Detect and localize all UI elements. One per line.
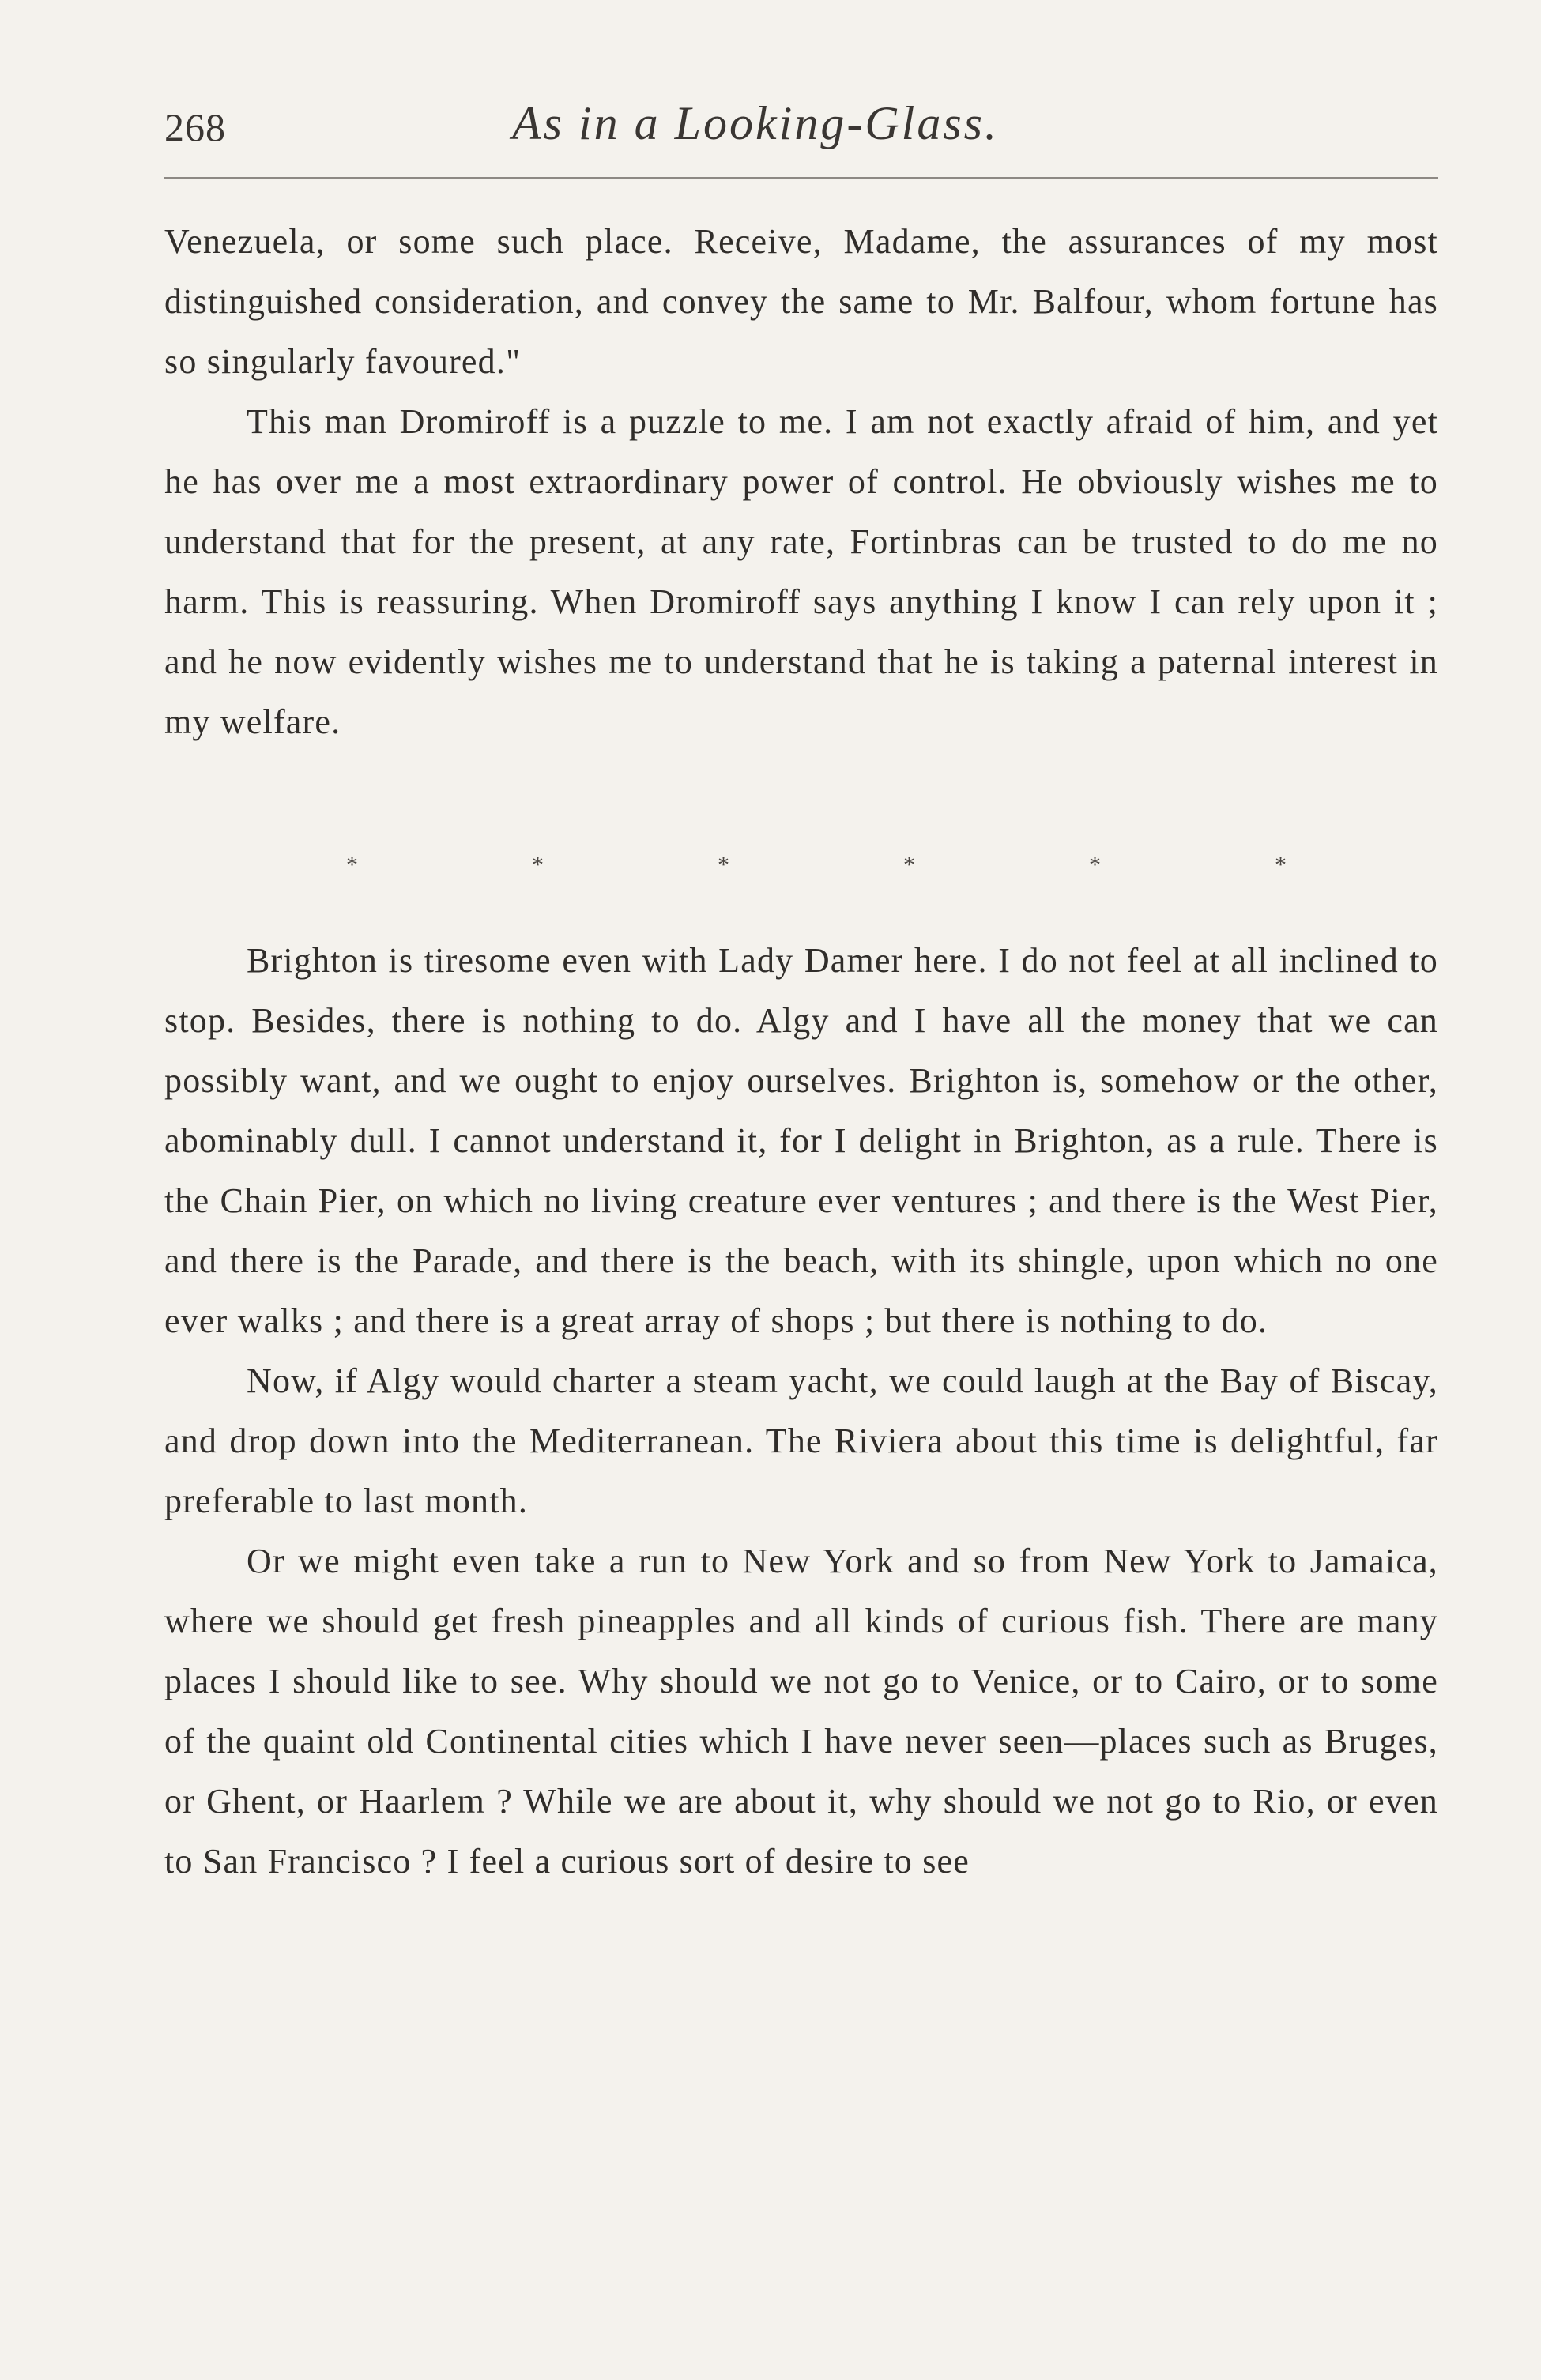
- separator-star: *: [346, 852, 358, 878]
- running-title: As in a Looking-Glass.: [512, 97, 1000, 149]
- paragraph: Venezuela, or some such place. Receive, Madame, the assurances of my most distinguished consideration, and convey the same to Mr. Balfour, whom fortune has so singularly favoured.": [164, 222, 1438, 381]
- separator-star: *: [718, 852, 729, 878]
- separator-star: *: [1089, 852, 1101, 878]
- separator-star: *: [532, 852, 544, 878]
- body-text-section-2: [164, 931, 1438, 1892]
- paragraph: Or we might even take a run to New York and so from New York to Jamaica, where we should get fresh pineapples and all kinds of curious fish. There are many places I should like to see. Why should we not go to Venice, or to Cairo, or to some of the quaint old Continental cities which I have never seen—places such as Bruges, or Ghent, or Haarlem ? While we are about it, why should we not go to Rio, or even to San Francisco ? I feel a curious sort of desire to see: [164, 1542, 1438, 1881]
- header-rule: [164, 177, 1438, 179]
- separator-star: *: [1275, 852, 1287, 878]
- paragraph: This man Dromiroff is a puzzle to me. I am not exactly afraid of him, and yet he has over me a most extraordinary power of control. He obviously wishes me to understand that for the present, at any rate, Fortinbras can be trusted to do me no harm. This is reassuring. When Dromiroff says anything I know I can rely upon it ; and he now evidently wishes me to understand that he is taking a paternal interest in my welfare.: [164, 402, 1438, 741]
- separator-star: *: [903, 852, 915, 878]
- running-head: [164, 93, 1438, 156]
- paragraph: Brighton is tiresome even with Lady Damer here. I do not feel at all inclined to stop. Besides, there is nothing to do. Algy and I have all the money that we can possibly want, and we ought to enjoy ourselves. Brighton is, somehow or the other, abominably dull. I cannot understand it, for I delight in Brighton, as a rule. There is the Chain Pier, on which no living creature ever ventures ; and there is the West Pier, and there is the Parade, and there is the beach, with its shingle, upon which no one ever walks ; and there is a great array of shops ; but there is nothing to do.: [164, 941, 1438, 1340]
- page-number: 268: [164, 105, 226, 149]
- section-separator: [164, 852, 1438, 899]
- body-text-section-1: [164, 212, 1438, 752]
- paragraph: Now, if Algy would charter a steam yacht, we could laugh at the Bay of Biscay, and drop down into the Mediterranean. The Riviera about this time is delightful, far preferable to last month.: [164, 1361, 1438, 1520]
